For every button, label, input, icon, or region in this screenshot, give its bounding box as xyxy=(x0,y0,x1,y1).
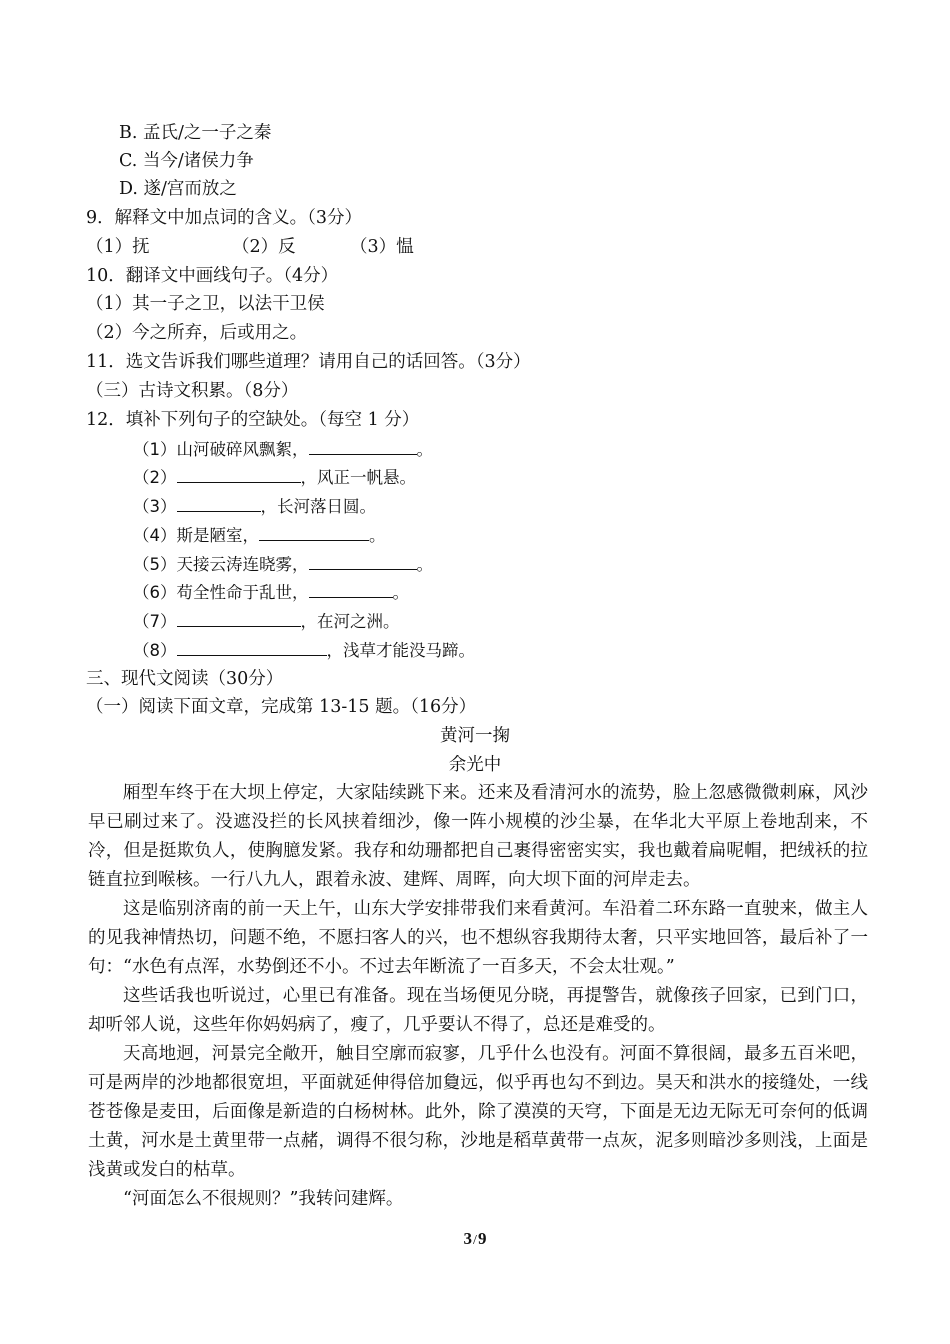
fill-item-pre: 苟全性命于乱世， xyxy=(176,583,309,602)
fill-item-post: 。 xyxy=(392,583,409,602)
fill-item-post: ，长河落日圆。 xyxy=(260,497,376,516)
fill-item-pre: 斯是陋室， xyxy=(176,526,259,545)
fill-item-post: 。 xyxy=(416,440,433,459)
fill-item-post: ，浅草才能没马蹄。 xyxy=(326,641,475,660)
question-9-stem: 9．解释文中加点词的含义。（3分） xyxy=(86,208,363,228)
page-current: 3 xyxy=(463,1229,473,1248)
fill-item-7 xyxy=(133,609,400,634)
answer-blank[interactable] xyxy=(309,580,393,598)
answer-blank[interactable] xyxy=(259,523,369,541)
fill-item-post: ，风正一帆悬。 xyxy=(300,468,416,487)
answer-blank[interactable] xyxy=(309,552,417,570)
question-9-item-1: （1）抚 xyxy=(86,237,150,257)
fill-item-number: （5） xyxy=(133,555,177,574)
fill-item-number: （2） xyxy=(133,468,177,487)
fill-item-post: 。 xyxy=(369,526,386,545)
fill-item-post: 。 xyxy=(416,555,433,574)
article-title: 黄河一掬 xyxy=(440,726,510,746)
question-9-item-2: （2）反 xyxy=(232,237,296,257)
fill-item-pre: 天接云涛连晓雾， xyxy=(176,555,309,574)
fill-item-number: （8） xyxy=(133,641,177,660)
article-paragraph-3: 这些话我也听说过，心里已有准备。现在当场便见分晓，再提警告，就像孩子回家，已到门口，却听邻人说，这些年你妈妈病了，瘦了，几乎要认不得了，总还是难受的。 xyxy=(88,986,868,1035)
fill-item-5 xyxy=(133,552,433,577)
answer-blank[interactable] xyxy=(309,437,417,455)
answer-blank[interactable] xyxy=(177,494,261,512)
article-author: 余光中 xyxy=(448,755,502,775)
article-paragraph-2: 这是临别济南的前一天上午，山东大学安排带我们来看黄河。车沿着二环东路一直驶来，做主人的见我神情热切，问题不绝，不愿扫客人的兴，也不想纵容我期待太奢，只平实地回答，最后补了一句：“水色有点浑，水势倒还不小。不过去年断流了一百多天，不会太壮观。” xyxy=(88,899,868,977)
part-3-subheading: （一）阅读下面文章，完成第 13-15 题。（16分） xyxy=(86,697,477,717)
fill-item-number: （4） xyxy=(133,526,177,545)
article-paragraph-4: 天高地迥，河景完全敞开，触目空廓而寂寥，几乎什么也没有。河面不算很阔，最多五百米吧，可是两岸的沙地都很宽坦，平面就延伸得倍加敻远，似乎再也勾不到边。昊天和洪水的接缝处，一线苍苍像是麦田，后面像是新造的白杨树林。此外，除了漠漠的天穹，下面是无边无际无可奈何的低调土黄，河水是土黄里带一点赭，调得不很匀称，沙地是稻草黄带一点灰，泥多则暗沙多则浅，上面是浅黄或发白的枯草。 xyxy=(88,1044,868,1180)
option-d: D. 遂/宫而放之 xyxy=(119,179,237,199)
fill-item-2 xyxy=(133,465,416,490)
fill-item-6 xyxy=(133,580,409,605)
question-10-item-1: （1）其一子之卫，以法干卫侯 xyxy=(86,294,325,314)
fill-item-3 xyxy=(133,494,376,519)
fill-item-number: （1） xyxy=(133,440,177,459)
answer-blank[interactable] xyxy=(177,465,301,483)
question-12-stem: 12．填补下列句子的空缺处。（每空 1 分） xyxy=(86,410,420,430)
fill-item-pre: 山河破碎风飘絮， xyxy=(176,440,309,459)
page-separator: / xyxy=(473,1233,477,1248)
option-c: C. 当今/诸侯力争 xyxy=(119,151,254,171)
page-total: 9 xyxy=(477,1229,487,1248)
section-3-heading: （三）古诗文积累。（8分） xyxy=(86,381,299,401)
fill-item-4 xyxy=(133,523,386,548)
option-b: B. 孟氏/之一子之秦 xyxy=(119,123,272,143)
fill-item-number: （7） xyxy=(133,612,177,631)
part-3-heading: 三、现代文阅读（30分） xyxy=(86,669,284,689)
fill-item-1 xyxy=(133,437,433,462)
fill-item-post: ，在河之洲。 xyxy=(300,612,400,631)
answer-blank[interactable] xyxy=(177,609,301,627)
article-paragraph-5: “河面怎么不很规则？”我转问建辉。 xyxy=(123,1189,404,1209)
page-number xyxy=(0,1229,950,1249)
fill-item-8 xyxy=(133,638,475,663)
question-11-stem: 11．选文告诉我们哪些道理？请用自己的话回答。（3分） xyxy=(86,352,531,372)
answer-blank[interactable] xyxy=(177,638,327,656)
fill-item-number: （3） xyxy=(133,497,177,516)
question-9-item-3: （3）愠 xyxy=(350,237,414,257)
article-paragraph-1: 厢型车终于在大坝上停定，大家陆续跳下来。还来及看清河水的流势，脸上忽感微微刺麻，风沙早已刷过来了。没遮没拦的长风挟着细沙，像一阵小规模的沙尘暴，在华北大平原上卷地刮来，不冷，但是挺欺负人，使胸臆发紧。我存和幼珊都把自己裹得密密实实，我也戴着扁呢帽，把绒袄的拉链直拉到喉核。一行八九人，跟着永波、建辉、周晖，向大坝下面的河岸走去。 xyxy=(88,783,868,890)
question-10-item-2: （2）今之所弃，后或用之。 xyxy=(86,323,308,343)
fill-item-number: （6） xyxy=(133,583,177,602)
question-10-stem: 10．翻译文中画线句子。（4分） xyxy=(86,266,339,286)
